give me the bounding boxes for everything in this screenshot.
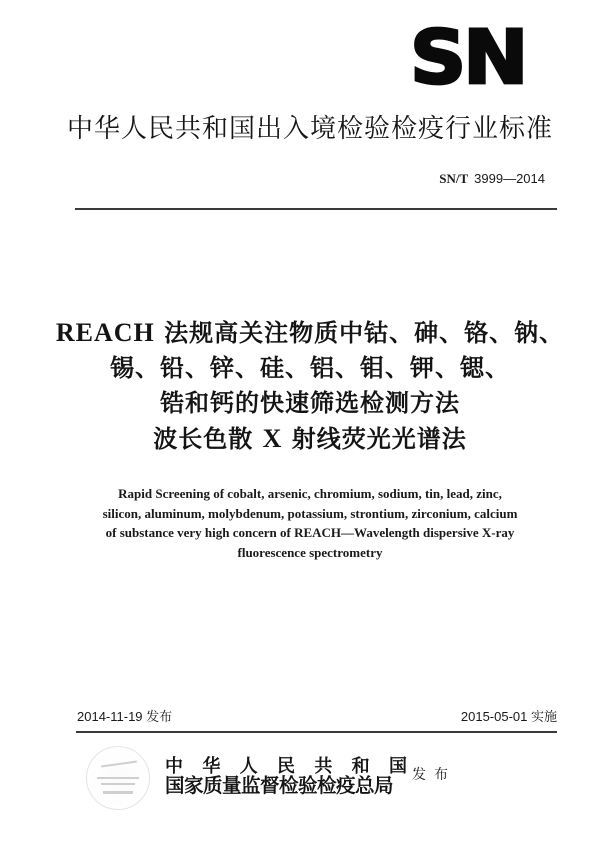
title-zh-line-3: 锆和钙的快速筛选检测方法 <box>160 389 460 417</box>
title-zh-line-4-pre: 波长色散 <box>153 425 263 453</box>
stamp-text-line <box>101 783 135 785</box>
standard-code-prefix: SN/T <box>439 171 469 186</box>
implementation-date: 2015-05-01 实施 <box>460 709 557 724</box>
issuer-agency: 国家质量监督检验检疫总局 <box>165 774 394 797</box>
title-chinese <box>40 315 580 457</box>
title-zh-latin: REACH <box>55 318 155 347</box>
title-zh-line-4-latin: X <box>262 424 283 453</box>
title-zh-line-1-text: 法规高关注物质中钴、砷、铬、钠、 <box>154 319 565 347</box>
issuer-block <box>165 757 407 796</box>
stamp-seal-icon <box>86 746 150 810</box>
release-date: 2014-11-19 发布 <box>77 709 173 724</box>
standard-category: 中华人民共和国出入境检验检疫行业标准 <box>66 114 553 144</box>
title-zh-line-2: 锡、铅、锌、硅、铝、钼、钾、锶、 <box>110 354 510 382</box>
title-en-line-3: of substance very high concern of REACH—Wavelength dispersive X-ray <box>105 525 515 540</box>
title-zh-line-4 <box>40 421 580 457</box>
title-zh-line-1 <box>40 315 580 351</box>
stamp-arc-text <box>101 761 137 768</box>
title-english <box>40 484 580 562</box>
stamp-text-line <box>97 777 139 779</box>
stamp-text-line <box>103 791 133 794</box>
sn-logo: SN <box>410 15 526 101</box>
standard-code-number: 3999—2014 <box>474 171 545 186</box>
title-en-line-1: Rapid Screening of cobalt, arsenic, chromium, sodium, tin, lead, zinc, <box>118 486 502 501</box>
standard-code <box>380 169 545 189</box>
bottom-divider <box>76 731 557 733</box>
issuer-country: 中华人民共和国 <box>165 756 407 777</box>
title-zh-line-4-post: 射线荧光光谱法 <box>282 425 467 453</box>
title-en-line-4: fluorescence spectrometry <box>237 544 383 560</box>
top-divider <box>75 208 557 210</box>
issue-verb: 发布 <box>412 767 456 783</box>
title-en-line-2: silicon, aluminum, molybdenum, potassium, strontium, zirconium, calcium <box>102 505 518 521</box>
